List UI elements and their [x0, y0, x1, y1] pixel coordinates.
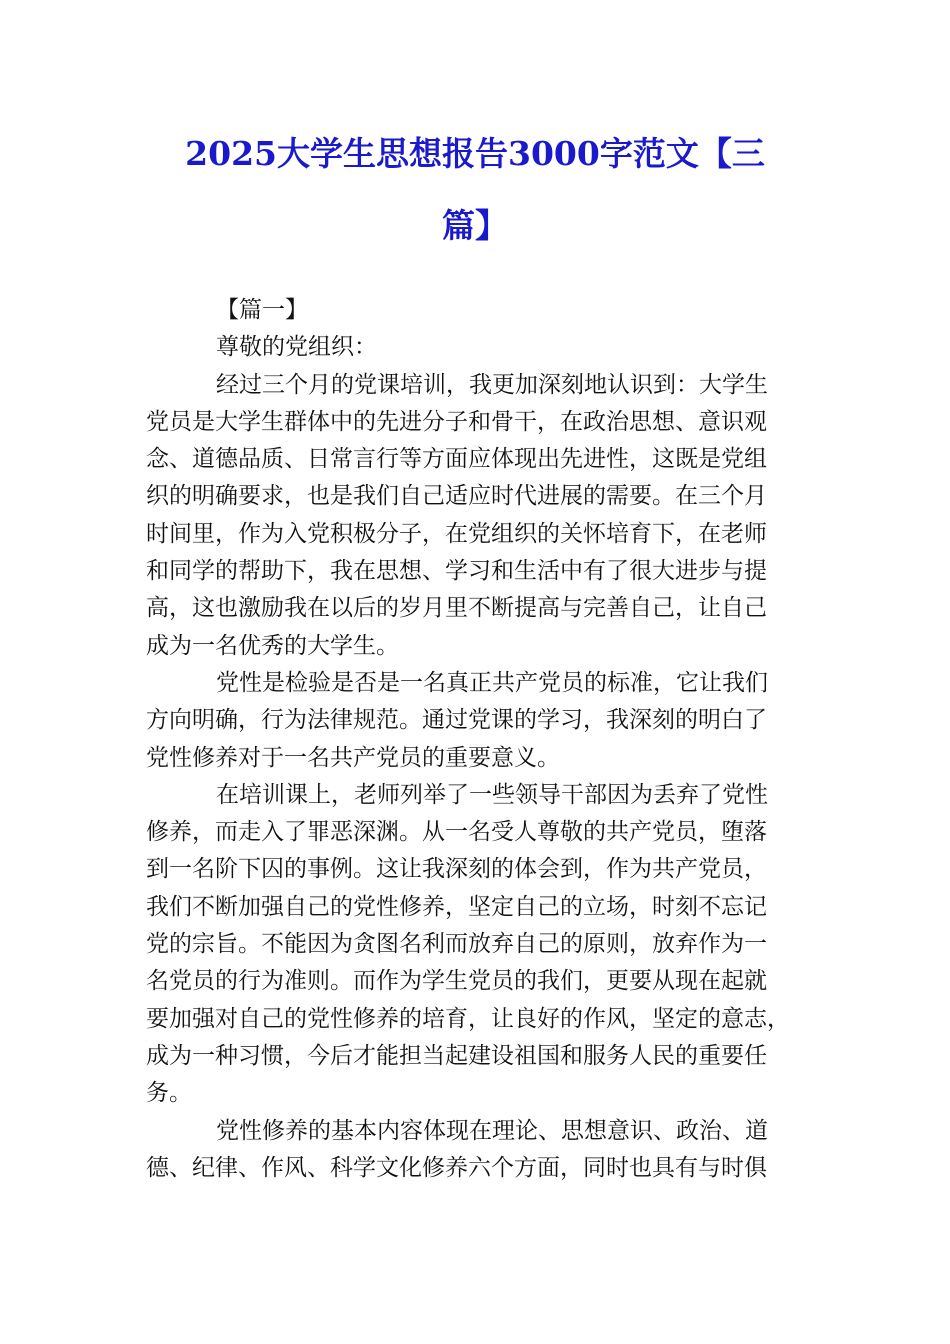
text-line: 党性是检验是否是一名真正共产党员的标准，它让我们	[216, 669, 768, 696]
text-line: 党性修养的基本内容体现在理论、思想意识、政治、道	[216, 1117, 768, 1144]
text-line: 党的宗旨。不能因为贪图名利而放弃自己的原则，放弃作为一	[146, 931, 767, 958]
text-line: 成为一种习惯，今后才能担当起建设祖国和服务人民的重要任	[146, 1042, 767, 1069]
document-body	[146, 292, 796, 1187]
text-line: 方向明确，行为法律规范。通过党课的学习，我深刻的明白了	[146, 707, 767, 734]
text-line: 我们不断加强自己的党性修养，坚定自己的立场，时刻不忘记	[146, 893, 767, 920]
text-line: 尊敬的党组织：	[216, 334, 377, 361]
text-line: 和同学的帮助下，我在思想、学习和生活中有了很大进步与提	[146, 558, 767, 585]
text-line: 在培训课上，老师列举了一些领导干部因为丢弃了党性	[216, 781, 768, 808]
text-line: 党性修养对于一名共产党员的重要意义。	[146, 744, 560, 771]
document-title-line-1: 2025大学生思想报告3000字范文【三	[185, 134, 765, 173]
text-line: 党员是大学生群体中的先进分子和骨干，在政治思想、意识观	[146, 408, 767, 435]
text-line: 德、纪律、作风、科学文化修养六个方面，同时也具有与时俱	[146, 1154, 767, 1181]
text-line: 时间里，作为入党积极分子，在党组织的关怀培育下，在老师	[146, 520, 767, 547]
document-title-line-2: 篇】	[442, 206, 508, 245]
text-line: 织的明确要求，也是我们自己适应时代进展的需要。在三个月	[146, 483, 767, 510]
text-line: 到一名阶下囚的事例。这让我深刻的体会到，作为共产党员，	[146, 856, 767, 883]
text-line: 务。	[146, 1080, 192, 1107]
text-line: 成为一名优秀的大学生。	[146, 632, 399, 659]
text-line: 高，这也激励我在以后的岁月里不断提高与完善自己，让自己	[146, 595, 767, 622]
text-line: 修养，而走入了罪恶深渊。从一名受人尊敬的共产党员，堕落	[146, 819, 767, 846]
text-line: 念、道德品质、日常言行等方面应体现出先进性，这既是党组	[146, 446, 767, 473]
text-line: 名党员的行为准则。而作为学生党员的我们，更要从现在起就	[146, 968, 767, 995]
text-line: 经过三个月的党课培训，我更加深刻地认识到：大学生	[216, 371, 768, 398]
text-line: 【篇一】	[216, 297, 308, 323]
text-line: 要加强对自己的党性修养的培育，让良好的作风，坚定的意志，	[146, 1005, 790, 1032]
